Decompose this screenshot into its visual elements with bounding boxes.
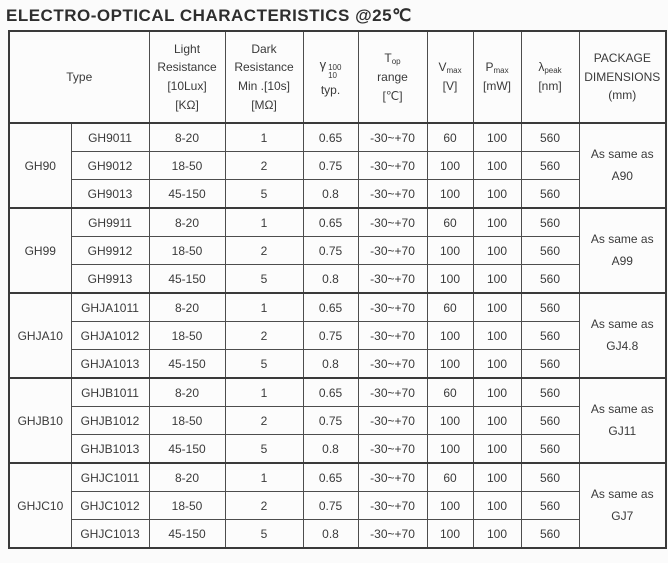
lambda-peak-cell: 560: [521, 520, 579, 549]
table-row: [9, 293, 666, 322]
dark-resistance-cell: 2: [225, 322, 303, 350]
light-resistance-cell: 18-50: [149, 322, 225, 350]
top-range-cell: -30~+70: [358, 350, 427, 379]
gamma-cell: 0.75: [303, 322, 358, 350]
type-cell: GHJC1012: [71, 492, 149, 520]
light-resistance-cell: 18-50: [149, 492, 225, 520]
vmax-cell: 100: [427, 322, 473, 350]
type-cell: GHJC1013: [71, 520, 149, 549]
pmax-cell: 100: [473, 293, 521, 322]
type-cell: GH9011: [71, 123, 149, 152]
pmax-cell: 100: [473, 237, 521, 265]
gamma-cell: 0.75: [303, 407, 358, 435]
table-row: [9, 180, 666, 209]
top-range-cell: -30~+70: [358, 293, 427, 322]
dark-resistance-cell: 1: [225, 123, 303, 152]
lambda-peak-cell: 560: [521, 208, 579, 237]
gamma-cell: 0.65: [303, 123, 358, 152]
gamma-cell: 0.65: [303, 378, 358, 407]
gamma-cell: 0.8: [303, 350, 358, 379]
package-dimensions-cell: As same as A99: [579, 208, 666, 293]
col-header-light-resistance: Light Resistance [10Lux] [KΩ]: [149, 31, 225, 123]
table-row: [9, 435, 666, 464]
lambda-peak-cell: 560: [521, 492, 579, 520]
gamma-cell: 0.65: [303, 208, 358, 237]
top-range-cell: -30~+70: [358, 378, 427, 407]
top-range-cell: -30~+70: [358, 407, 427, 435]
dark-resistance-cell: 1: [225, 293, 303, 322]
type-group-cell: GHJA10: [9, 293, 71, 378]
pmax-cell: 100: [473, 152, 521, 180]
col-header-gamma: γ 100 10 typ.: [303, 31, 358, 123]
col-header-top-range: $T_{op}$ range [℃]: [358, 31, 427, 123]
col-header-vmax: $V_{max}$ [V]: [427, 31, 473, 123]
lambda-peak-cell: 560: [521, 350, 579, 379]
lambda-peak-cell: 560: [521, 180, 579, 209]
vmax-cell: 60: [427, 123, 473, 152]
type-cell: GHJB1012: [71, 407, 149, 435]
vmax-cell: 60: [427, 463, 473, 492]
light-resistance-cell: 8-20: [149, 378, 225, 407]
pmax-cell: 100: [473, 123, 521, 152]
pmax-cell: 100: [473, 208, 521, 237]
type-group-cell: GHJB10: [9, 378, 71, 463]
type-cell: GHJB1013: [71, 435, 149, 464]
dark-resistance-cell: 2: [225, 407, 303, 435]
table-row: [9, 407, 666, 435]
col-header-lambda-peak: $\lambda_{peak}$ [nm]: [521, 31, 579, 123]
table-row: [9, 520, 666, 549]
pmax-cell: 100: [473, 350, 521, 379]
vmax-cell: 100: [427, 152, 473, 180]
lambda-peak-cell: 560: [521, 152, 579, 180]
top-range-cell: -30~+70: [358, 123, 427, 152]
vmax-cell: 100: [427, 520, 473, 549]
light-resistance-cell: 45-150: [149, 435, 225, 464]
lambda-peak-cell: 560: [521, 407, 579, 435]
top-range-cell: -30~+70: [358, 237, 427, 265]
type-cell: GH9913: [71, 265, 149, 294]
table-row: [9, 378, 666, 407]
characteristics-table: [8, 30, 667, 549]
light-resistance-cell: 45-150: [149, 180, 225, 209]
dark-resistance-cell: 5: [225, 520, 303, 549]
col-header-pmax: $P_{max}$ [mW]: [473, 31, 521, 123]
dark-resistance-cell: 5: [225, 265, 303, 294]
pmax-cell: 100: [473, 180, 521, 209]
page-title: ELECTRO-OPTICAL CHARACTERISTICS @25℃: [6, 6, 412, 25]
package-dimensions-cell: As same as GJ7: [579, 463, 666, 548]
top-range-cell: -30~+70: [358, 435, 427, 464]
gamma-cell: 0.65: [303, 293, 358, 322]
gamma-cell: 0.8: [303, 520, 358, 549]
dark-resistance-cell: 5: [225, 350, 303, 379]
light-resistance-cell: 8-20: [149, 123, 225, 152]
vmax-cell: 100: [427, 435, 473, 464]
light-resistance-cell: 45-150: [149, 265, 225, 294]
lambda-peak-cell: 560: [521, 378, 579, 407]
pmax-cell: 100: [473, 435, 521, 464]
top-range-cell: -30~+70: [358, 180, 427, 209]
table-row: [9, 322, 666, 350]
dark-resistance-cell: 2: [225, 492, 303, 520]
top-range-cell: -30~+70: [358, 463, 427, 492]
lambda-peak-cell: 560: [521, 123, 579, 152]
vmax-cell: 60: [427, 293, 473, 322]
gamma-cell: 0.8: [303, 265, 358, 294]
vmax-cell: 60: [427, 208, 473, 237]
top-range-cell: -30~+70: [358, 520, 427, 549]
vmax-cell: 100: [427, 265, 473, 294]
dark-resistance-cell: 2: [225, 237, 303, 265]
pmax-cell: 100: [473, 322, 521, 350]
light-resistance-cell: 8-20: [149, 208, 225, 237]
light-resistance-cell: 18-50: [149, 237, 225, 265]
col-header-dark-resistance: Dark Resistance Min .[10s] [MΩ]: [225, 31, 303, 123]
package-dimensions-cell: As same as A90: [579, 123, 666, 208]
gamma-cell: 0.75: [303, 492, 358, 520]
vmax-cell: 100: [427, 350, 473, 379]
vmax-cell: 100: [427, 492, 473, 520]
pmax-cell: 100: [473, 520, 521, 549]
header-row: [9, 31, 666, 123]
table-row: [9, 492, 666, 520]
type-cell: GH9912: [71, 237, 149, 265]
gamma-cell: 0.75: [303, 152, 358, 180]
vmax-cell: 100: [427, 407, 473, 435]
col-header-type: Type: [9, 31, 149, 123]
type-cell: GH9911: [71, 208, 149, 237]
light-resistance-cell: 8-20: [149, 463, 225, 492]
vmax-cell: 100: [427, 180, 473, 209]
type-cell: GH9013: [71, 180, 149, 209]
package-dimensions-cell: As same as GJ11: [579, 378, 666, 463]
dark-resistance-cell: 5: [225, 180, 303, 209]
table-row: [9, 123, 666, 152]
vmax-cell: 60: [427, 378, 473, 407]
type-cell: GH9012: [71, 152, 149, 180]
pmax-cell: 100: [473, 378, 521, 407]
table-row: [9, 265, 666, 294]
top-range-cell: -30~+70: [358, 492, 427, 520]
type-group-cell: GH99: [9, 208, 71, 293]
gamma-cell: 0.75: [303, 237, 358, 265]
top-range-cell: -30~+70: [358, 265, 427, 294]
top-range-cell: -30~+70: [358, 208, 427, 237]
type-cell: GHJA1012: [71, 322, 149, 350]
gamma-cell: 0.8: [303, 180, 358, 209]
vmax-cell: 100: [427, 237, 473, 265]
pmax-cell: 100: [473, 492, 521, 520]
top-range-cell: -30~+70: [358, 322, 427, 350]
table-row: [9, 463, 666, 492]
light-resistance-cell: 18-50: [149, 152, 225, 180]
lambda-peak-cell: 560: [521, 435, 579, 464]
light-resistance-cell: 45-150: [149, 520, 225, 549]
lambda-peak-cell: 560: [521, 293, 579, 322]
top-range-cell: -30~+70: [358, 152, 427, 180]
table-row: [9, 237, 666, 265]
pmax-cell: 100: [473, 265, 521, 294]
light-resistance-cell: 45-150: [149, 350, 225, 379]
lambda-peak-cell: 560: [521, 322, 579, 350]
light-resistance-cell: 18-50: [149, 407, 225, 435]
type-cell: GHJA1013: [71, 350, 149, 379]
gamma-cell: 0.8: [303, 435, 358, 464]
gamma-cell: 0.65: [303, 463, 358, 492]
pmax-cell: 100: [473, 463, 521, 492]
light-resistance-cell: 8-20: [149, 293, 225, 322]
dark-resistance-cell: 1: [225, 378, 303, 407]
pmax-cell: 100: [473, 407, 521, 435]
dark-resistance-cell: 5: [225, 435, 303, 464]
type-group-cell: GHJC10: [9, 463, 71, 548]
type-cell: GHJB1011: [71, 378, 149, 407]
type-cell: GHJA1011: [71, 293, 149, 322]
table-row: [9, 152, 666, 180]
dark-resistance-cell: 1: [225, 463, 303, 492]
table-row: [9, 208, 666, 237]
type-group-cell: GH90: [9, 123, 71, 208]
lambda-peak-cell: 560: [521, 237, 579, 265]
col-header-package-dimensions: PACKAGE DIMENSIONS (mm): [579, 31, 666, 123]
lambda-peak-cell: 560: [521, 265, 579, 294]
dark-resistance-cell: 1: [225, 208, 303, 237]
package-dimensions-cell: As same as GJ4.8: [579, 293, 666, 378]
type-cell: GHJC1011: [71, 463, 149, 492]
dark-resistance-cell: 2: [225, 152, 303, 180]
table-row: [9, 350, 666, 379]
lambda-peak-cell: 560: [521, 463, 579, 492]
